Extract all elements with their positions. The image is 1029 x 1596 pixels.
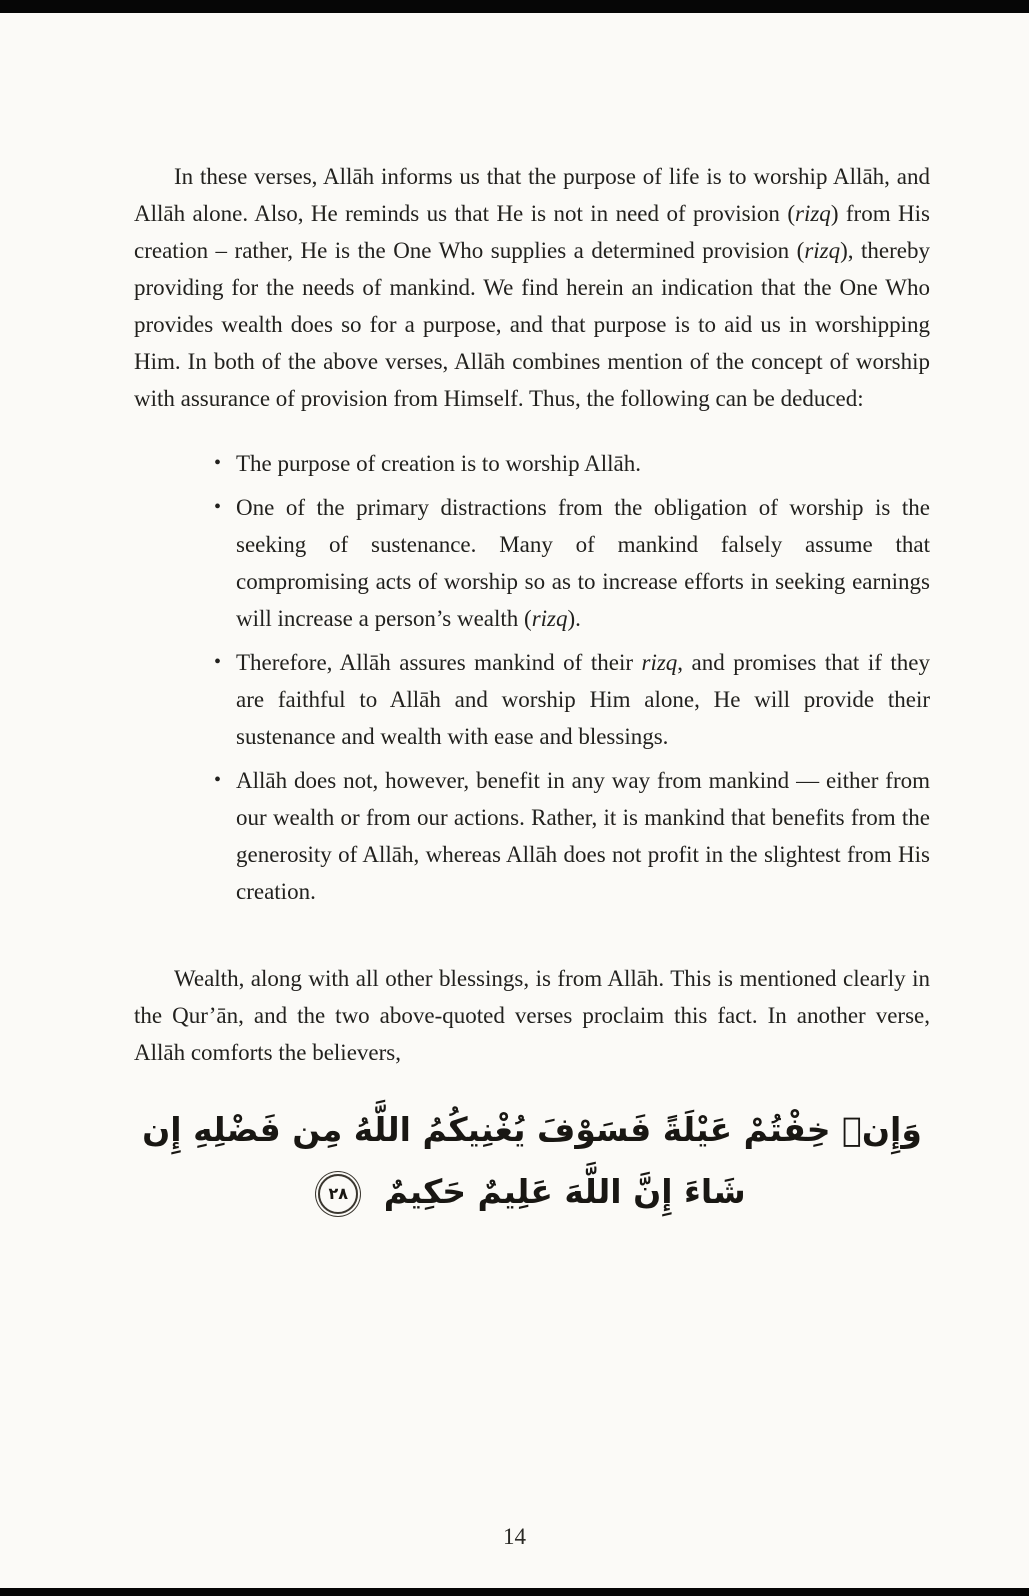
bullet-text: One of the primary distractions from the obligation of worship is the seeking of sustenance. Many of mankind falsely assume that compromising acts of worship so as to increase efforts in seeking earnings will increase a person’s wealth (rizq). xyxy=(236,495,930,631)
quran-verse-arabic xyxy=(134,1099,930,1223)
paragraph-1: In these verses, Allāh informs us that the purpose of life is to worship Allāh, and Allāh alone. Also, He reminds us that He is not in need of provision (rizq) from His creation – rather, He is the One Who supplies a determined provision (rizq), thereby providing for the needs of mankind. We find herein an indication that the One Who provides wealth does so for a purpose, and that purpose is to aid us in worshipping Him. In both of the above verses, Allāh combines mention of the concept of worship with assurance of provision from Himself. Thus, the following can be deduced: xyxy=(134,164,930,411)
bullet-marker: • xyxy=(214,496,222,518)
paragraph-2: Wealth, along with all other blessings, is from Allāh. This is mentioned clearly in the Qur’ān, and the two above-quoted verses proclaim this fact. In another verse, Allāh comforts the believers, xyxy=(134,966,930,1065)
scan-edge-top xyxy=(0,0,1029,13)
scan-edge-bottom xyxy=(0,1588,1029,1596)
bullet-marker: • xyxy=(214,651,222,673)
bullet-marker: • xyxy=(214,769,222,791)
bullet-text: Therefore, Allāh assures mankind of their rizq, and promises that if they are faithful to Allāh and worship Him alone, He will provide their sustenance and wealth with ease and blessings. xyxy=(236,650,930,749)
bullet-text: Allāh does not, however, benefit in any way from mankind — either from our wealth or from our actions. Rather, it is mankind that benefits from the generosity of Allāh, whereas Allāh does not profit in the slightest from His creation. xyxy=(236,768,930,904)
arabic-line-2-text: شَاءَ إِنَّ اللَّهَ عَلِيمٌ حَكِيمٌ xyxy=(383,1172,746,1211)
ayah-end-ornament xyxy=(318,1174,358,1214)
ayah-number: ٢٨ xyxy=(328,1183,348,1203)
bullet-marker: • xyxy=(214,452,222,474)
bullet-item-2 xyxy=(212,489,930,637)
bullet-item-4 xyxy=(212,762,930,910)
bullet-item-3 xyxy=(212,644,930,755)
arabic-line-1: وَإِنٛ خِفْتُمْ عَيْلَةً فَسَوْفَ يُغْنِيكُمُ اللَّهُ مِن فَضْلِهِ إِن xyxy=(142,1110,922,1149)
bullet-list xyxy=(134,445,930,910)
bullet-item-1 xyxy=(212,445,930,482)
arabic-line-2 xyxy=(134,1161,930,1223)
bullet-text: The purpose of creation is to worship Allāh. xyxy=(236,451,641,476)
page-number: 14 xyxy=(503,1524,526,1549)
